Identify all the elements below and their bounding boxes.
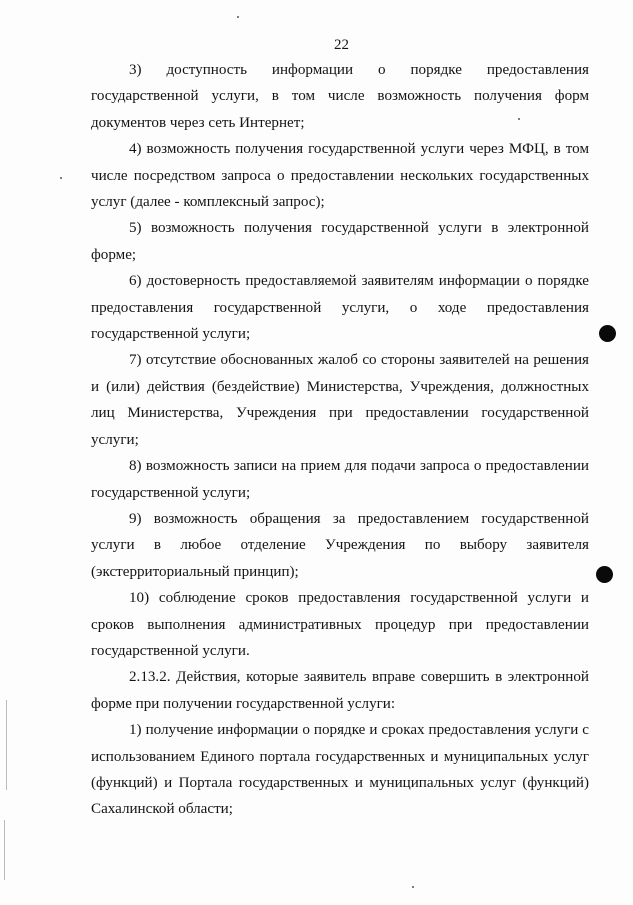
paragraph-item-6: 6) достоверность предоставляемой заявителям информации о порядке предоставления государственной услуги, о ходе предоставления государственной услуги; (91, 273, 589, 343)
document-body (91, 57, 589, 823)
paragraph-action-1: 1) получение информации о порядке и сроках предоставления услуги с использованием Единого портала государственных и муниципальных услуг (функций) и Портала государственных и муниципальных услуг (функций) Сахалинской области; (91, 722, 589, 818)
paragraph-section-2-13-2: 2.13.2. Действия, которые заявитель вправе совершить в электронной форме при получении государственной услуги: (91, 669, 589, 712)
paragraph-item-8: 8) возможность записи на прием для подачи запроса о предоставлении государственной услуги; (91, 458, 589, 501)
paragraph-item-4: 4) возможность получения государственной услуги через МФЦ, в том числе посредством запроса о предоставлении нескольких государственных услуг (далее - комплексный запрос); (91, 141, 589, 211)
paragraph-item-3: 3) доступность информации о порядке предоставления государственной услуги, в том числе возможность получения форм документов через сеть Интернет; (91, 62, 589, 131)
page-number: 22 (334, 37, 349, 53)
paragraph-item-10: 10) соблюдение сроков предоставления государственной услуги и сроков выполнения административных процедур при предоставлении государственной услуги. (91, 590, 589, 659)
paragraph-item-5: 5) возможность получения государственной услуги в электронной форме; (91, 220, 589, 263)
scan-speck (237, 16, 239, 18)
paragraph-item-9: 9) возможность обращения за предоставлением государственной услуги в любое отделение Учреждения по выбору заявителя (экстерриториальный принцип); (91, 510, 589, 580)
paragraph-item-7: 7) отсутствие обоснованных жалоб со стороны заявителей на решения и (или) действия (бездействие) Министерства, Учреждения, должностных лиц Министерства, Учреждения при предоставлении государственной услуги; (91, 352, 589, 448)
scan-edge-mark (6, 700, 7, 790)
scan-speck (518, 118, 520, 120)
punch-hole-mark (599, 325, 616, 342)
scan-edge-mark (4, 820, 5, 880)
punch-hole-mark (596, 566, 613, 583)
scan-speck (60, 177, 62, 179)
scan-speck (412, 886, 414, 888)
